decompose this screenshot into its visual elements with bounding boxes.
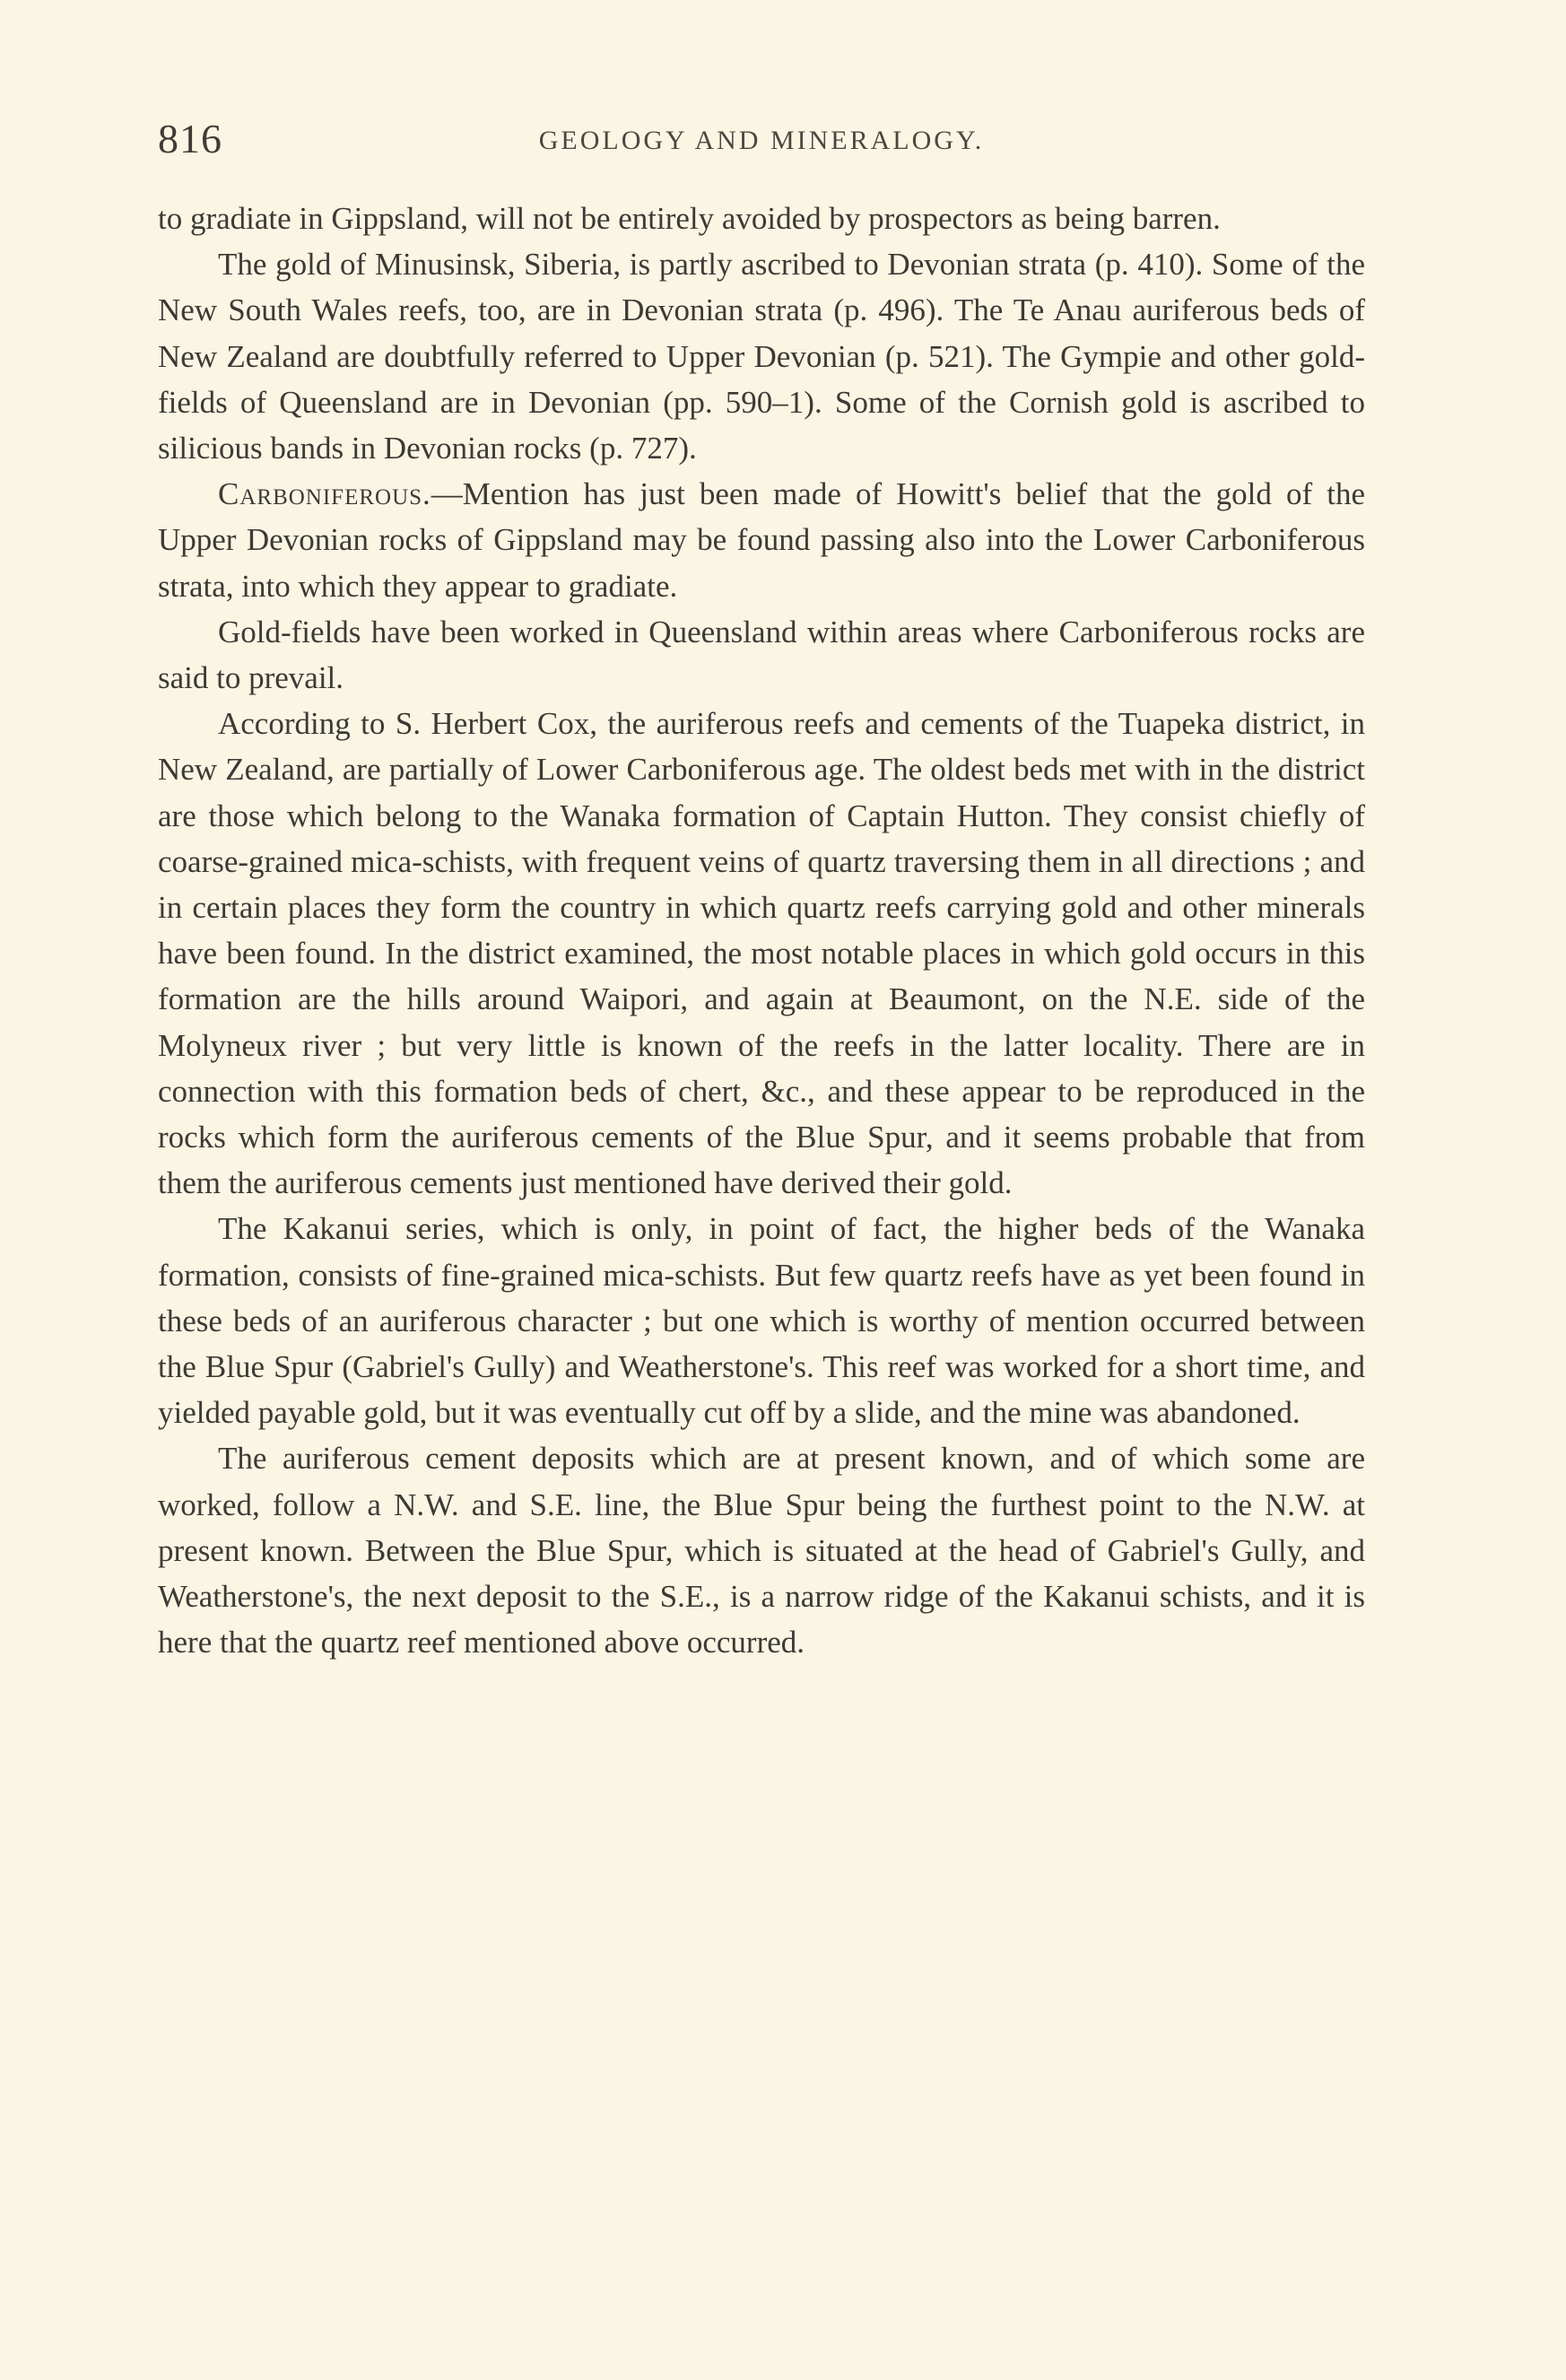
section-heading-carboniferous: Carboniferous. [218,476,431,512]
paragraph-cement-deposits [158,1435,1365,1665]
running-title: GEOLOGY AND MINERALOGY. [538,126,985,155]
page-header [158,106,1365,178]
paragraph-text: According to S. Herbert Cox, the auriferous reefs and cements of the Tuapeka district, in New Zealand, are partially of Lower Carboniferous age. The oldest beds met with in the district are those which belong to the Wanaka formation of Captain Hutton. They consist chiefly of coarse-grained mica-schists, with frequent veins of quartz traversing them in all directions ; and in certain places they form the country in which quartz reefs carrying gold and other minerals have been found. In the district examined, the most notable places in which gold occurs in this formation are the hills around Waipori, and again at Beaumont, on the N.E. side of the Molyneux river ; but very little is known of the reefs in the latter locality. There are in connection with this formation beds of chert, &c., and these appear to be reproduced in the rocks which form the auriferous cements of the Blue Spur, and it seems probable that from them the auriferous cements just mentioned have derived their gold. [158,706,1365,1201]
paragraph-text: to gradiate in Gippsland, will not be entirely avoided by prospectors as being barren. [158,201,1221,236]
paragraph-queensland [158,609,1365,701]
paragraph-continued [158,196,1365,241]
paragraph-kakanui [158,1206,1365,1435]
paragraph-tuapeka [158,701,1365,1206]
page-number: 816 [158,116,222,161]
paragraph-text: The auriferous cement deposits which are at present known, and of which some are worked, follow a N.W. and S.E. line, the Blue Spur being the furthest point to the N.W. at present known. Between the Blue Spur, which is situated at the head of Gabriel's Gully, and Weatherstone's, the next deposit to the S.E., is a narrow ridge of the Kakanui schists, and it is here that the quartz reef mentioned above occurred. [158,1441,1365,1661]
paragraph-devonian-examples [158,241,1365,471]
paragraph-text: The gold of Minusinsk, Siberia, is partly ascribed to Devonian strata (p. 410). Some of the New South Wales reefs, too, are in Devonian strata (p. 496). The Te Anau auriferous beds of New Zealand are doubtfully referred to Upper Devonian (p. 521). The Gympie and other gold-fields of Queensland are in Devonian (pp. 590–1). Some of the Cornish gold is ascribed to silicious bands in Devonian rocks (p. 727). [158,247,1365,466]
paragraph-text: The Kakanui series, which is only, in point of fact, the higher beds of the Wanaka formation, consists of fine-grained mica-schists. But few quartz reefs have as yet been found in these beds of an auriferous character ; but one which is worthy of mention occurred between the Blue Spur (Gabriel's Gully) and Weatherstone's. This reef was worked for a short time, and yielded payable gold, but it was eventually cut off by a slide, and the mine was abandoned. [158,1211,1365,1431]
paragraph-text: —Mention has just been made of Howitt's belief that the gold of the Upper Devonian rocks of Gippsland may be found passing also into the Lower Carboniferous strata, into which they appear to gradiate. [158,476,1365,604]
paragraph-text: Gold-fields have been worked in Queensland within areas where Carboniferous rocks are said to prevail. [158,614,1365,696]
paragraph-carboniferous [158,471,1365,609]
body-text [158,196,1365,1666]
